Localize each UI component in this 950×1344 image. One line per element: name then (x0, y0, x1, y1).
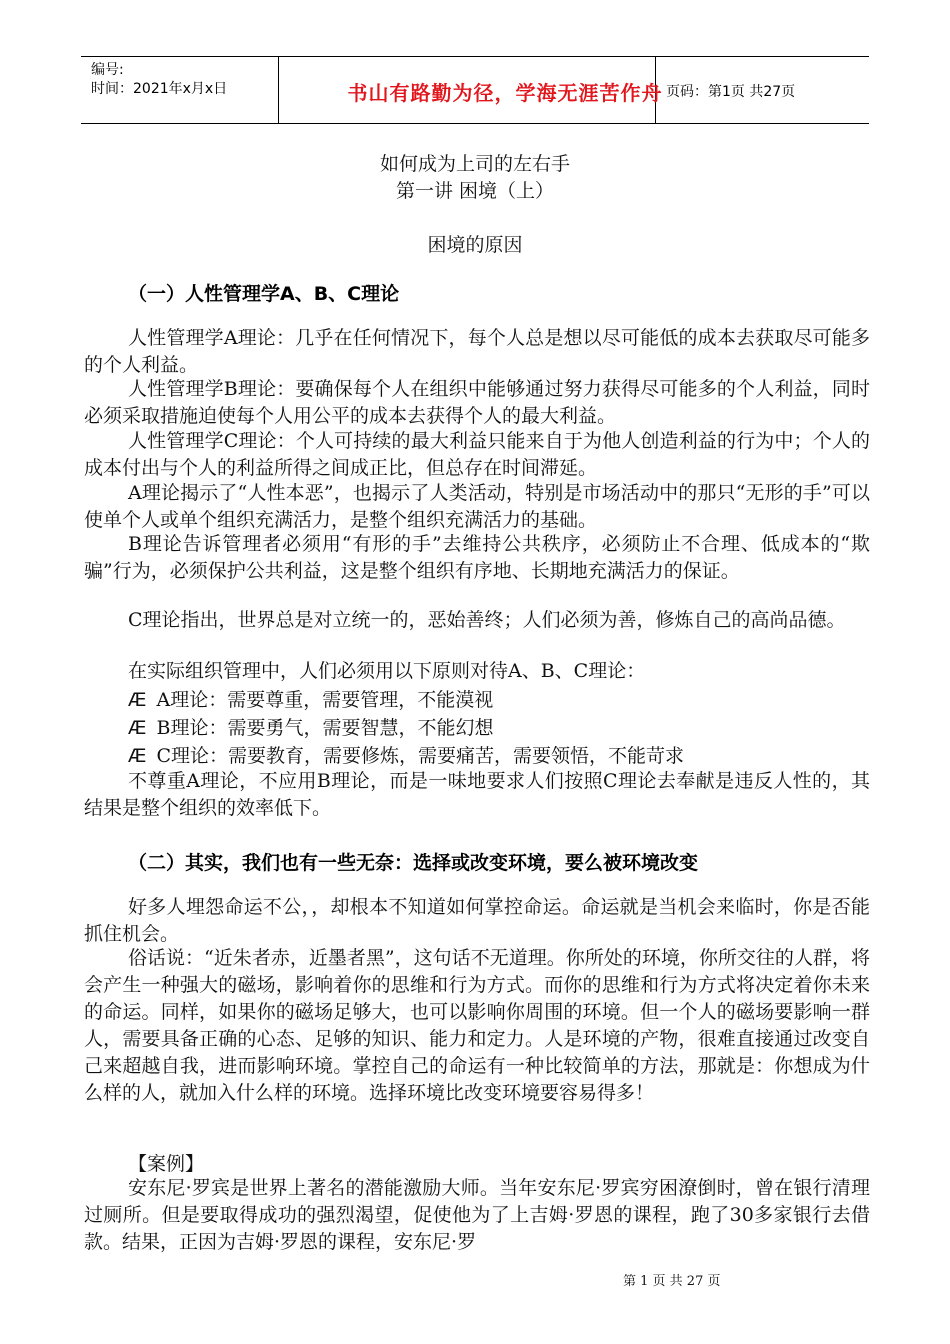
bullet-mark: Æ (128, 717, 147, 739)
lecture-title: 第一讲 困境（上） (395, 180, 555, 202)
bullet-mark: Æ (128, 745, 147, 767)
section1-paragraph: B理论告诉管理者必须用“有形的手”去维持公共秩序，必须防止不合理、低成本的“欺骗”行为，必须保护公共利益，这是整个组织有序地、长期地充满活力的保证。 (84, 533, 870, 582)
section1-paragraph: 在实际组织管理中，人们必须用以下原则对待A、B、C理论： (128, 660, 646, 682)
bullet-mark: Æ (128, 689, 147, 711)
section2-paragraph: 好多人埋怨命运不公，，却根本不知道如何掌控命运。命运就是当机会来临时，你是否能抓住机会。 (84, 896, 870, 945)
section1-paragraph: C理论指出，世界总是对立统一的，恶始善终；人们必须为善，修炼自己的高尚品德。 (128, 609, 846, 631)
header-motto: 书山有路勤为径，学海无涯苦作舟 (347, 81, 663, 105)
section1-paragraph: 人性管理学B理论：要确保每个人在组织中能够通过努力获得尽可能多的个人利益，同时必须采取措施迫使每个人用公平的成本去获得个人的最大利益。 (84, 378, 870, 427)
section1-closing: 不尊重A理论，不应用B理论，而是一味地要求人们按照C理论去奉献是违反人性的，其结果是整个组织的效率低下。 (84, 770, 870, 819)
principle-list-item (128, 713, 493, 740)
section2-heading: （二）其实，我们也有一些无奈：选择或改变环境，要么被环境改变 (128, 852, 699, 874)
header-number: 编号: (91, 62, 124, 78)
section-subtitle: 困境的原因 (427, 234, 523, 256)
section1-paragraph: A理论揭示了“人性本恶”，也揭示了人类活动，特别是市场活动中的那只“无形的手”可以使单个人或单个组织充满活力，是整个组织充满活力的基础。 (84, 482, 870, 531)
principle-text: A理论：需要尊重，需要管理，不能漠视 (156, 689, 494, 711)
case-label: 【案例】 (128, 1153, 205, 1175)
section1-paragraph: 人性管理学A理论：几乎在任何情况下，每个人总是想以尽可能低的成本去获取尽可能多的个人利益。 (84, 327, 870, 376)
principle-text: B理论：需要勇气，需要智慧，不能幻想 (156, 717, 494, 739)
page-header (81, 56, 869, 124)
section2-paragraph: 俗话说：“近朱者赤，近墨者黑”，这句话不无道理。你所处的环境，你所交往的人群，将会产生一种强大的磁场，影响着你的思维和行为方式。而你的思维和行为方式将决定着你未来的命运。同样，如果你的磁场足够大，也可以影响你周围的环境。但一个人的磁场要影响一群人，需要具备正确的心态、足够的知识、能力和定力。人是环境的产物，很难直接通过改变自己来超越自我，进而影响环境。掌控自己的命运有一种比较简单的方法，那就是：你想成为什么样的人，就加入什么样的环境。选择环境比改变环境要容易得多！ (84, 947, 870, 1104)
document-title: 如何成为上司的左右手 (379, 153, 570, 175)
header-time: 时间：2021年x月x日 (91, 81, 228, 97)
header-page-info: 页码：第1页 共27页 (666, 84, 796, 100)
section1-heading: （一）人性管理学A、B、C理论 (128, 283, 400, 305)
principle-list-item (128, 741, 684, 768)
header-meta (91, 61, 227, 99)
page-footer: 第 1 页 共 27 页 (623, 1274, 721, 1289)
principle-list-item (128, 685, 493, 712)
principle-text: C理论：需要教育，需要修炼，需要痛苦，需要领悟，不能苛求 (156, 745, 685, 767)
section1-paragraph: 人性管理学C理论：个人可持续的最大利益只能来自于为他人创造利益的行为中；个人的成本付出与个人的利益所得之间成正比，但总存在时间滞延。 (84, 430, 870, 479)
case-text: 安东尼·罗宾是世界上著名的潜能激励大师。当年安东尼·罗宾穷困潦倒时，曾在银行清理过厕所。但是要取得成功的强烈渴望，促使他为了上吉姆·罗恩的课程，跑了30多家银行去借款。结果，正因为吉姆·罗恩的课程，安东尼·罗 (84, 1177, 870, 1253)
